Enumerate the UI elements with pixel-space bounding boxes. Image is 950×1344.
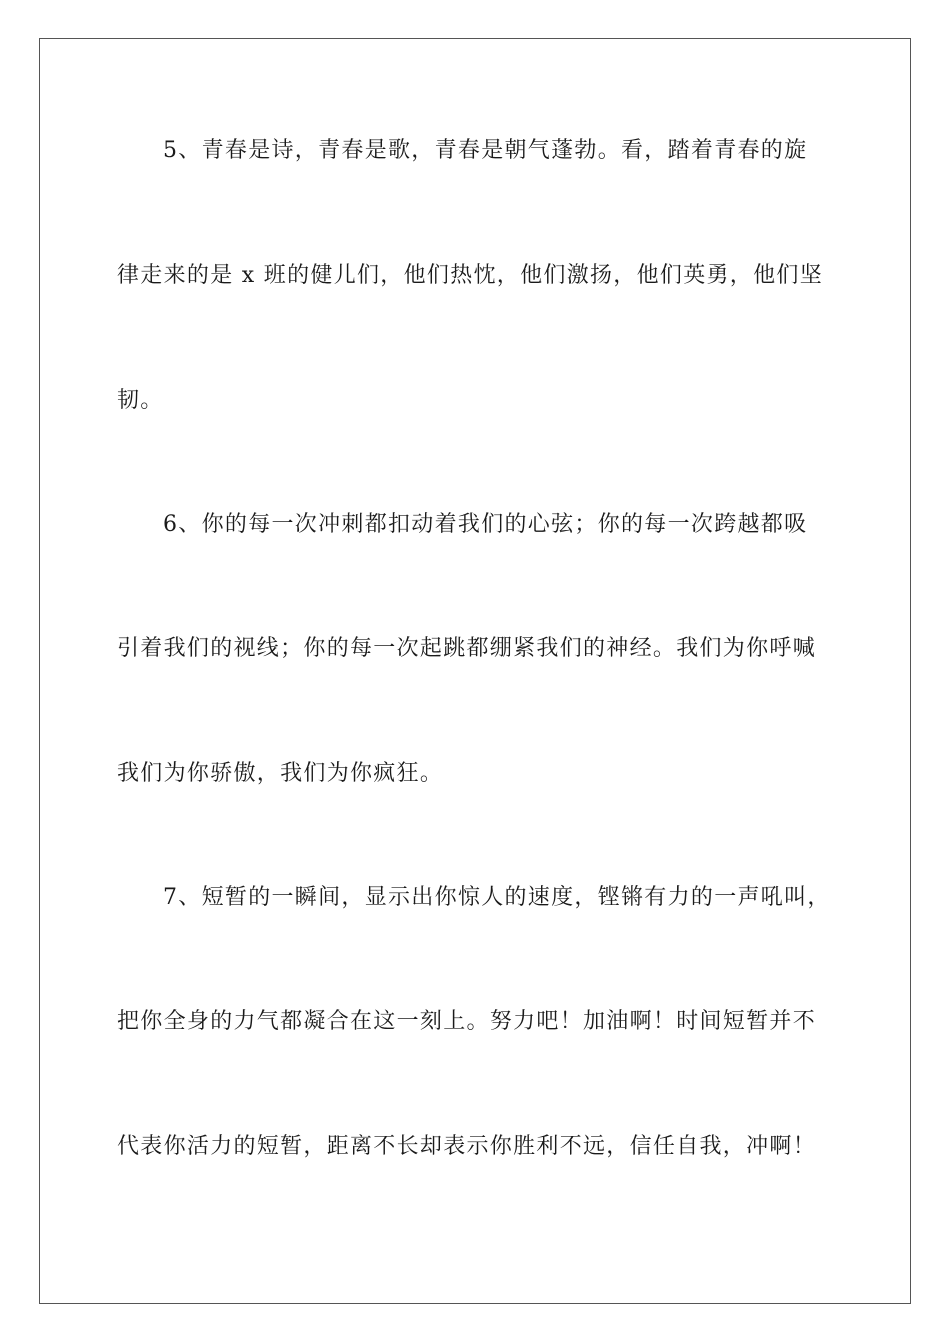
paragraph-6-line-2: 引着我们的视线；你的每一次起跳都绷紧我们的神经。我们为你呼喊 [117, 636, 817, 661]
paragraph-6-line-1: 6、你的每一次冲刺都扣动着我们的心弦；你的每一次跨越都吸 [163, 512, 808, 537]
paragraph-7-line-1: 7、短暂的一瞬间，显示出你惊人的速度，铿锵有力的一声吼叫， [163, 885, 831, 910]
paragraph-6-line-3: 我们为你骄傲，我们为你疯狂。 [117, 761, 444, 786]
page-frame [39, 38, 911, 1304]
paragraph-5-line-2: 律走来的是 x 班的健儿们，他们热忱，他们激扬，他们英勇，他们坚 [117, 263, 823, 288]
paragraph-7-line-2: 把你全身的力气都凝合在这一刻上。努力吧！加油啊！时间短暂并不 [117, 1009, 817, 1034]
paragraph-7-line-3: 代表你活力的短暂，距离不长却表示你胜利不远，信任自我，冲啊！ [117, 1134, 817, 1159]
paragraph-5-line-3: 韧。 [117, 388, 164, 413]
paragraph-5-line-1: 5、青春是诗，青春是歌，青春是朝气蓬勃。看，踏着青春的旋 [163, 138, 808, 163]
